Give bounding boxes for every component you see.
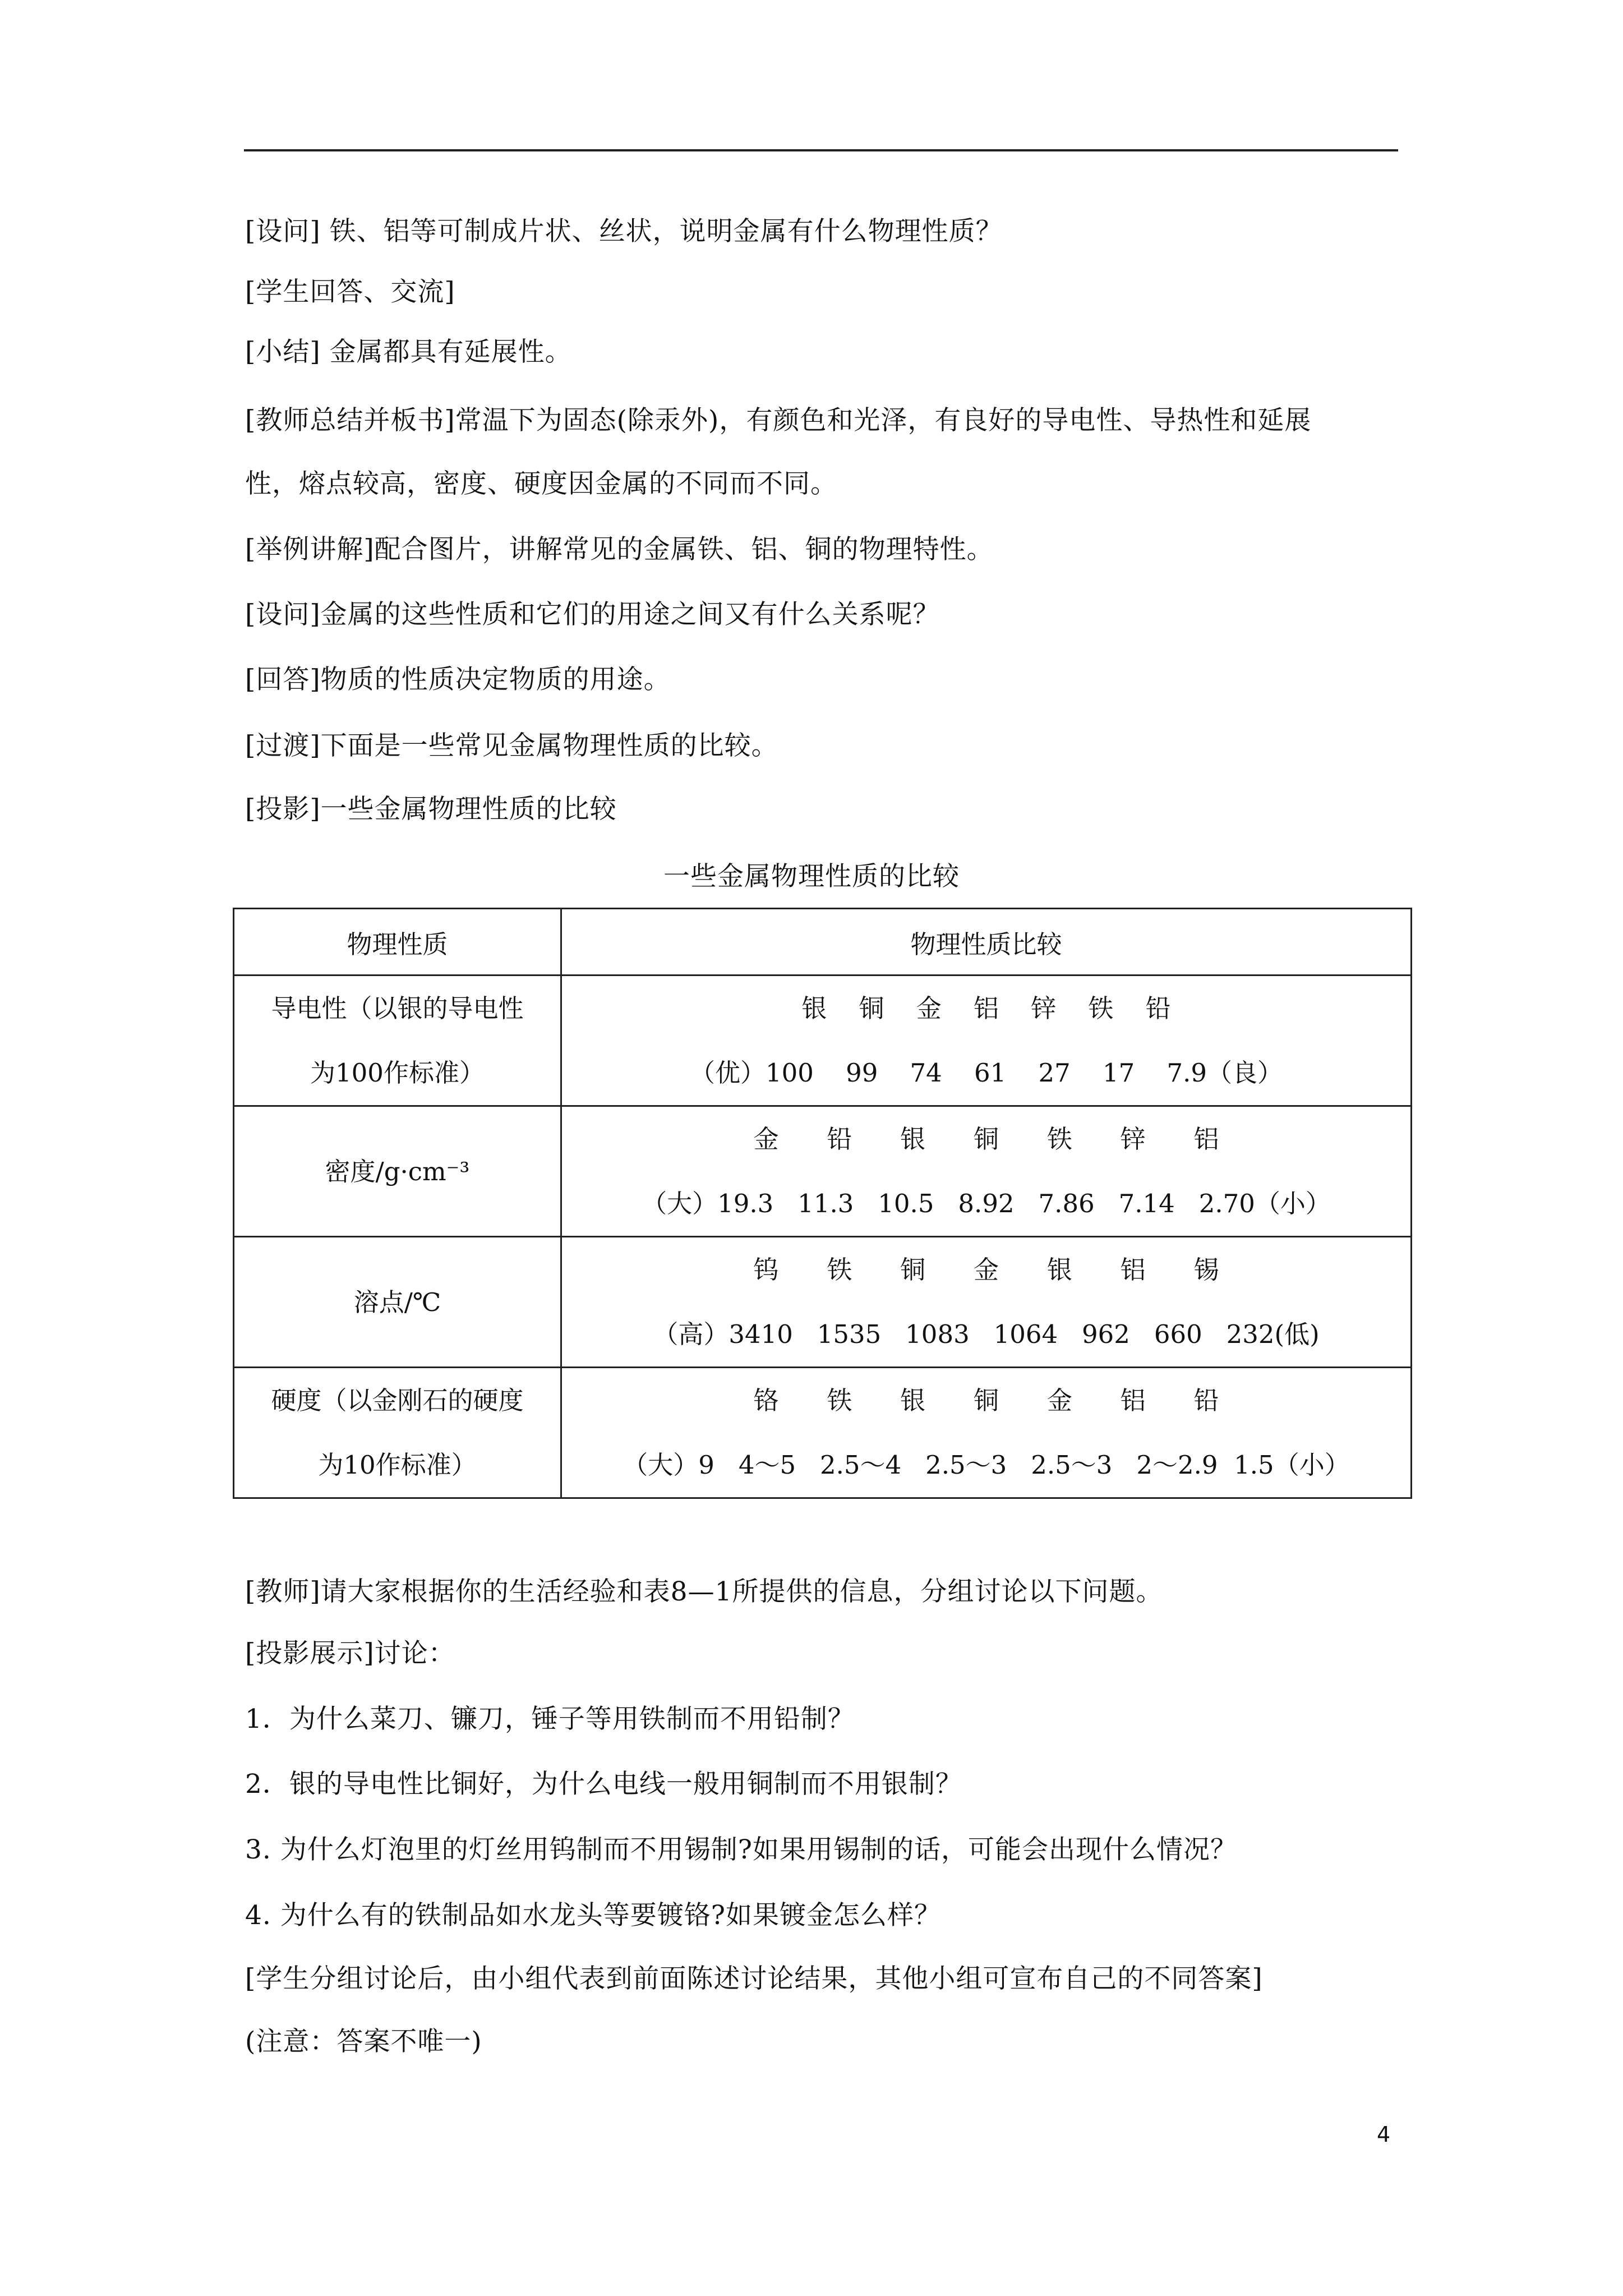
table-header-row bbox=[234, 909, 1412, 976]
metal-values-line: （大）19.3 11.3 10.5 8.92 7.86 7.14 2.70（小） bbox=[642, 1189, 1331, 1218]
property-name-line: 导电性（以银的导电性 bbox=[271, 993, 524, 1023]
header-rule bbox=[244, 149, 1398, 151]
group-discussion-paragraph: [学生分组讨论后，由小组代表到前面陈述讨论结果，其他小组可宣布自己的不同答案] bbox=[245, 1963, 1263, 1994]
discussion-question-1: 1．为什么菜刀、镰刀，锤子等用铁制而不用铅制？ bbox=[245, 1704, 855, 1734]
summary-paragraph: [小结] 金属都具有延展性。 bbox=[245, 337, 572, 367]
property-cell bbox=[234, 1106, 561, 1237]
property-cell bbox=[234, 976, 561, 1106]
question-paragraph-2: [设问]金属的这些性质和它们的用途之间又有什么关系呢？ bbox=[245, 599, 940, 630]
projection-paragraph: [投影]一些金属物理性质的比较 bbox=[245, 794, 617, 825]
table-row bbox=[234, 1368, 1412, 1498]
comparison-cell bbox=[561, 976, 1412, 1106]
table-row bbox=[234, 976, 1412, 1106]
answer-paragraph: [回答]物质的性质决定物质的用途。 bbox=[245, 664, 671, 695]
comparison-cell bbox=[561, 1106, 1412, 1237]
property-name-line: 溶点/℃ bbox=[353, 1287, 441, 1317]
metal-values-line: （大）9 4～5 2.5～4 2.5～3 2.5～3 2～2.9 1.5（小） bbox=[623, 1450, 1350, 1480]
page-number: 4 bbox=[1377, 2122, 1391, 2147]
discussion-heading: [投影展示]讨论： bbox=[245, 1638, 455, 1669]
table-header-property: 物理性质 bbox=[234, 909, 561, 976]
property-cell bbox=[234, 1368, 561, 1498]
discussion-question-2: 2．银的导电性比铜好，为什么电线一般用铜制而不用银制？ bbox=[245, 1769, 962, 1800]
teacher-summary-paragraph-line2: 性，熔点较高，密度、硬度因金属的不同而不同。 bbox=[245, 468, 837, 499]
discussion-question-3: 3. 为什么灯泡里的灯丝用钨制而不用锡制?如果用锡制的话，可能会出现什么情况？ bbox=[245, 1834, 1237, 1865]
transition-paragraph: [过渡]下面是一些常见金属物理性质的比较。 bbox=[245, 730, 778, 761]
student-answer-paragraph: [学生回答、交流] bbox=[245, 277, 455, 307]
property-name-line: 为10作标准） bbox=[318, 1450, 477, 1480]
property-name-line: 密度/g·cm⁻³ bbox=[325, 1156, 470, 1186]
table-caption: 一些金属物理性质的比较 bbox=[663, 861, 960, 892]
discussion-question-4: 4. 为什么有的铁制品如水龙头等要镀铬?如果镀金怎么样？ bbox=[245, 1900, 941, 1931]
teacher-summary-paragraph-line1: [教师总结并板书]常温下为固态(除汞外)，有颜色和光泽，有良好的导电性、导热性和延展 bbox=[245, 405, 1312, 436]
metal-names-line: 钨 铁 铜 金 银 铝 锡 bbox=[753, 1255, 1219, 1285]
teacher-instruction-paragraph: [教师]请大家根据你的生活经验和表8—1所提供的信息，分组讨论以下问题。 bbox=[245, 1576, 1163, 1607]
metal-names-line: 金 铅 银 铜 铁 锌 铝 bbox=[753, 1124, 1219, 1154]
metal-values-line: （高）3410 1535 1083 1064 962 660 232(低) bbox=[653, 1319, 1320, 1349]
table-header-comparison: 物理性质比较 bbox=[561, 909, 1412, 976]
note-paragraph: (注意：答案不唯一) bbox=[245, 2026, 482, 2057]
property-cell bbox=[234, 1237, 561, 1368]
question-paragraph-1: [设问] 铁、铝等可制成片状、丝状，说明金属有什么物理性质？ bbox=[245, 216, 1003, 247]
metal-values-line: （优）100 99 74 61 27 17 7.9（良） bbox=[689, 1058, 1283, 1088]
metal-properties-table bbox=[233, 908, 1412, 1499]
table-row bbox=[234, 1106, 1412, 1237]
comparison-cell bbox=[561, 1237, 1412, 1368]
example-paragraph: [举例讲解]配合图片，讲解常见的金属铁、铝、铜的物理特性。 bbox=[245, 534, 994, 565]
metal-names-line: 银 铜 金 铝 锌 铁 铅 bbox=[801, 993, 1171, 1023]
metal-names-line: 铬 铁 银 铜 金 铝 铅 bbox=[753, 1386, 1219, 1415]
comparison-cell bbox=[561, 1368, 1412, 1498]
property-name-line: 为100作标准） bbox=[310, 1058, 485, 1088]
table-row bbox=[234, 1237, 1412, 1368]
property-name-line: 硬度（以金刚石的硬度 bbox=[271, 1386, 524, 1415]
